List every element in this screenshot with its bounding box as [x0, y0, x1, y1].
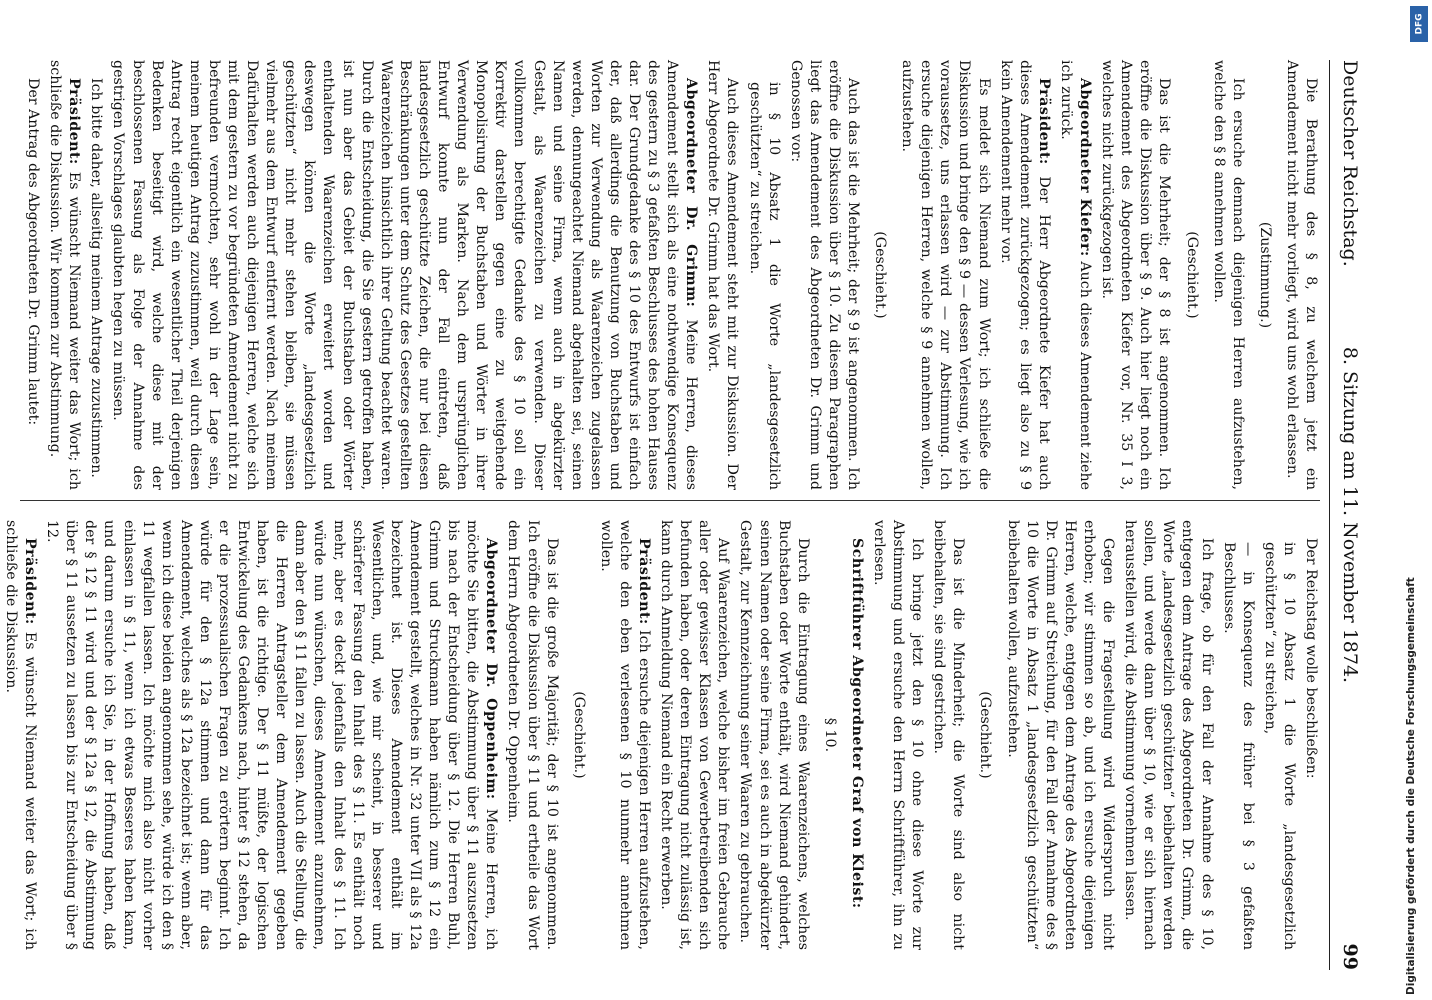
- left-column: [20, 60, 1320, 490]
- right-paragraph: [869, 520, 926, 950]
- left-paragraph: [1056, 60, 1094, 490]
- paragraph-text: Ich ersuche demnach diejenigen Herren aufzustehen, welche den § 8 annehmen wollen.: [1210, 60, 1246, 490]
- right-paragraph: [975, 520, 994, 950]
- right-paragraph: [929, 520, 967, 950]
- paragraph-text: in § 10 Absatz 1 die Worte „landesgesetzlich geschützten“ zu streichen.: [746, 82, 782, 490]
- column-divider: [20, 500, 1320, 501]
- paragraph-text: (Zustimmung.): [1256, 221, 1273, 329]
- right-column: [0, 520, 1320, 950]
- right-paragraph: [503, 520, 560, 950]
- left-paragraph: [86, 60, 105, 490]
- paragraph-text: Der Antrag des Abgeordneten Dr. Grimm lautet:: [25, 78, 42, 426]
- paragraph-text: (Geschieht.): [1183, 231, 1200, 319]
- right-paragraph: [1301, 520, 1320, 950]
- left-paragraph: [703, 60, 741, 490]
- left-paragraph: [897, 60, 992, 490]
- paragraph-text: Das ist die Mehrheit; der § 8 ist angenommen. Ich eröffne die Diskussion über § 9. Auch hier liegt noch ein Amendement des Abgeordneten Kiefer vor, Nr. 35 I 3, welches nicht zurückgezogen ist.: [1099, 60, 1173, 490]
- paragraph-text: (Geschieht.): [977, 691, 994, 779]
- page-number: 99: [1339, 943, 1361, 970]
- left-paragraph: [996, 60, 1053, 490]
- running-head-session: 8. Sitzung am 11. November 1874.: [1339, 346, 1361, 684]
- paragraph-text: Die Berathung des § 8, zu welchem jetzt ein Amendement nicht mehr vorliegt, wird uns wohl erlassen.: [1283, 60, 1319, 490]
- right-paragraph: [820, 520, 839, 950]
- right-paragraph: [1003, 520, 1118, 950]
- paragraph-text: Auch dieses Amendement ziehe ich zurück.: [1057, 60, 1094, 490]
- right-paragraph: [1260, 520, 1298, 950]
- paragraph-text: Durch die Eintragung eines Waarenzeichens, welches Buchstaben oder Worte enthält, wird Niemand gehindert, seinen Namen oder seine Firma, sei es auch in abgekürzter Gestalt, zur Kennzeichnung seiner Waaren zu gebrauchen.: [737, 520, 811, 950]
- paragraph-text: § 10.: [821, 717, 838, 753]
- left-paragraph: [1209, 60, 1247, 490]
- header-rule: [1329, 60, 1330, 970]
- right-paragraph: [596, 520, 653, 950]
- right-paragraph: [569, 520, 588, 950]
- paragraph-text: Auf Waarenzeichen, welche bisher im freien Gebrauche aller oder gewisser Klassen von Gewerbetreibenden sich befunden haben, oder deren Eintragung nicht zulässig ist, kann durch Anmeldung Niemand ein Recht erwerben.: [658, 520, 732, 950]
- right-paragraph: [42, 520, 500, 950]
- paragraph-text: Der Herr Abgeordnete Kiefer hat auch dieses Amendement zurückgezogen; es liegt also zu § 9 kein Amendement mehr vor.: [997, 60, 1052, 490]
- speaker-name: Präsident:: [636, 538, 652, 625]
- speaker-name: Präsident:: [66, 78, 83, 165]
- right-paragraph: [656, 520, 732, 950]
- speaker-name: Präsident:: [22, 538, 39, 625]
- paragraph-text: (Geschieht.): [570, 691, 587, 779]
- running-head-title: Deutscher Reichstag.: [1339, 60, 1361, 267]
- right-paragraph: [1219, 520, 1257, 950]
- paragraph-text: Auch das ist die Mehrheit; der § 9 ist angenommen. Ich eröffne die Diskussion über § 10. Zu diesem Paragraphen liegt das Amendement des Abgeordneten Dr. Grimm und Genossen vor:: [787, 60, 862, 490]
- speaker-name: Schriftführer Abgeordneter Graf von Kleist:: [848, 538, 865, 909]
- left-paragraph: [45, 60, 83, 490]
- speaker-name: Abgeordneter Dr. Oppenheim:: [483, 538, 500, 800]
- right-paragraph: [1, 520, 39, 950]
- speaker-name: Präsident:: [1035, 78, 1052, 165]
- paragraph-text: Das ist die große Majorität; der § 10 ist angenommen. Ich eröffne die Diskussion über § 11 und ertheile das Wort dem Herrn Abgeordneten Dr. Oppenheim.: [505, 520, 560, 950]
- speaker-name: Abgeordneter Dr. Grimm:: [683, 78, 700, 308]
- paragraph-text: Ich ersuche diejenigen Herren aufzustehen, welche den eben verlesenen § 10 nunmehr annehmen wollen.: [597, 520, 652, 950]
- paragraph-text: Es wünscht Niemand weiter das Wort; ich schließe die Diskussion.: [3, 520, 39, 950]
- right-paragraph: [1120, 520, 1215, 950]
- paragraph-text: Meine Herren, dieses Amendement stellt sich als eine nothwendige Konsequenz des gestern zu § 3 gefaßten Beschlusses des hohen Hauses dar. Der Grundgedanke des § 10 des Entwurfs ist einfach der, daß allerdings die Benutzung von Buchstaben und Worten zur Verwendung als Waarenzeichen zugelassen werden, dennungeachtet Niemand abgehalten sei, seinen Namen und seine Firma, wenn auch in abgekürzter Gestalt, als Waarenzeichen zu verwenden. Dieser vollkommen berechtigte Gedanke des § 10 soll ein Korrektiv darstellen gegen eine zu weitgehende Monopolisirung der Buchstaben und Wörter in ihrer Verwendung als Marken. Nach dem ursprünglichen Entwurf konnte nun der Fall eintreten, daß landesgesetzlich geschützte Zeichen, die nur bei diesen Beschränkungen unter dem Schutz des Gesetzes gestellten Waarenzeichen hinsichtlich ihrer Geltung beachtet waren. Durch die Entscheidung, die Sie gestern getroffen haben, ist nun aber das Gebiet der Buchstaben oder Wörter enthaltenden Waarenzeichen erweitert worden und deswegen können die Worte „landesgesetzlich geschützten“ nicht mehr stehen bleiben, sie müssen vielmehr aus dem Entwurf entfernt werden. Nach meinem Dafürhalten werden auch diejenigen Herren, welche sich mit dem gestern zu vor begründeten Amendement nicht zu befreunden vermochten, sehr wohl in der Lage sein, meinem heutigen Antrag zuzustimmen, weil durch diesen Antrag recht eigentlich ein wesentlicher Theil derjenigen Bedenken beseitigt wird, welche diese mit der beschlossenen Fassung als Folge der Annahme des gestrigen Vorschlages glaubten hegen zu müssen.: [110, 60, 700, 491]
- left-paragraph: [108, 60, 700, 490]
- left-paragraph: [23, 60, 42, 490]
- left-paragraph: [744, 60, 782, 490]
- running-head: [1336, 60, 1364, 970]
- left-paragraph: [870, 60, 889, 490]
- right-paragraph: [735, 520, 811, 950]
- paragraph-text: Meine Herren, ich möchte Sie bitten, die Abstimmung über § 11 auszusetzen bis nach der Entscheidung über § 12. Die Herren Buhl, Grimm und Struckmann haben nämlich zum § 12 ein Amendement gestellt, welches in Nr. 32 unter VII als § 12a bezeichnet ist. Dieses Amendement enthält im Wesentlichen, und, wie mir scheint, in besserer und schärferer Fassung den Inhalt des § 11. Es enthält noch mehr, aber es deckt jedenfalls den Inhalt des § 11. Ich würde nun wünschen, dieses Amendement anzunehmen, dann aber den § 11 fallen zu lassen. Auch die Stellung, die die Herren Antragsteller dem Amendement gegeben haben, ist die richtige. Der § 11 müßte, der logischen Entwickelung des Gedankens nach, hinter § 12 stehen, da er die prozessualischen Fragen zu erörtern beginnt. Ich würde für den § 12a stimmen und dann für das Amendement, welches als § 12a bezeichnet ist; wenn aber, wenn ich diese beiden angenommen sehe, würde ich den § 11 wegfallen lassen. Ich möchte mich also nicht vorher einlassen in § 11, wenn ich etwas Besseres haben kann, und darum ersuche ich Sie, in der Hoffnung haben, daß der § 12 § 11 wird und der § 12a § 12, die Abstimmung über § 11 aussetzen zu lassen bis zur Entscheidung über § 12.: [44, 520, 500, 950]
- left-paragraph: [1181, 60, 1200, 490]
- left-paragraph: [1097, 60, 1173, 490]
- digitization-note: Digitalisierung gefördert durch die Deutsche Forschungsgemeinschaft: [1405, 577, 1417, 995]
- paragraph-text: Der Reichstag wolle beschließen:: [1303, 538, 1319, 779]
- paragraph-text: in § 10 Absatz 1 die Worte „landesgesetzlich geschützten“ zu streichen,: [1261, 542, 1297, 950]
- paragraph-text: Es wünscht Niemand weiter das Wort; ich schließe die Diskussion. Wir kommen zur Abstimmung.: [47, 60, 83, 490]
- right-paragraph: [847, 520, 866, 950]
- speaker-name: Abgeordneter Kiefer:: [1077, 78, 1094, 257]
- left-paragraph: [1282, 60, 1320, 490]
- paragraph-text: Das ist die Minderheit; die Worte sind also nicht beibehalten, sie sind gestrichen.: [931, 520, 967, 950]
- paragraph-text: Ich bringe jetzt den § 10 ohne diese Worte zur Abstimmung und ersuche den Herrn Schriftführer, ihn zu verlesen.: [871, 520, 926, 950]
- paragraph-text: Ich frage, ob für den Fall der Annahme des § 10, entgegen dem Antrage des Abgeordneten Dr. Grimm, die Worte „landesgesetzlich geschützten“ beibehalten werden sollen, und werde dann über § 10, wie er sich hiernach herausstellen wird, die Abstimmung vornehmen lassen.: [1122, 520, 1215, 950]
- paragraph-text: (Geschieht.): [872, 231, 889, 319]
- left-paragraph: [1255, 60, 1274, 490]
- dfg-logo: DFG: [1410, 6, 1428, 42]
- paragraph-text: Es meldet sich Niemand zum Wort; ich schließe die Diskussion und bringe den § 9 — dessen Verlesung, wie ich voraussetze, uns erlassen wird — zur Abstimmung. Ich ersuche diejenigen Herren, welche § 9 annehmen wollen, aufzustehen.: [899, 60, 992, 490]
- paragraph-text: Gegen die Fragestellung wird Widerspruch nicht erhoben; wir stimmen so ab, und ich ersuche diejenigen Herren, welche, entgegen dem Antrage des Abgeordneten Dr. Grimm auf Streichung, für den Fall der Annahme des § 10 die Worte in Absatz 1 „landesgesetzlich geschützten“ beibehalten wollen, aufzustehen.: [1004, 520, 1117, 950]
- paragraph-text: — in Konsequenz des früher bei § 3 gefaßten Beschlusses.: [1220, 542, 1256, 950]
- paragraph-text: Ich bitte daher, allseitig meinem Antrage zuzustimmen.: [88, 78, 105, 478]
- paragraph-text: Auch dieses Amendement steht mit zur Diskussion. Der Herr Abgeordnete Dr. Grimm hat das Wort.: [705, 60, 741, 490]
- left-paragraph: [786, 60, 862, 490]
